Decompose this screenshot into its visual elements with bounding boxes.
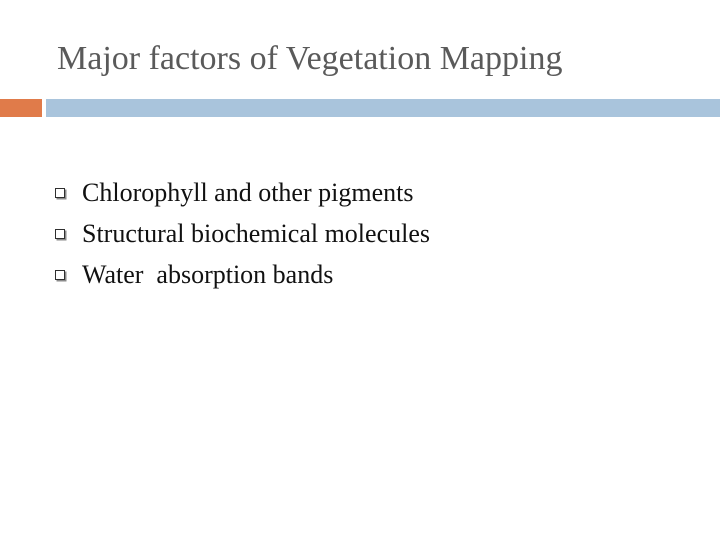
hollow-square-bullet-icon — [55, 188, 65, 198]
bullet-text: Water absorption bands — [82, 259, 334, 289]
hollow-square-bullet-icon — [55, 270, 65, 280]
bullet-text: Structural biochemical molecules — [82, 218, 430, 248]
hollow-square-bullet-icon — [55, 229, 65, 239]
list-item — [55, 213, 430, 254]
list-item — [55, 254, 430, 295]
accent-bar-blue — [46, 99, 720, 117]
accent-bar-orange — [0, 99, 42, 117]
bullet-list — [55, 172, 430, 295]
list-item — [55, 172, 430, 213]
page-title: Major factors of Vegetation Mapping — [57, 40, 563, 77]
bullet-text: Chlorophyll and other pigments — [82, 177, 414, 207]
